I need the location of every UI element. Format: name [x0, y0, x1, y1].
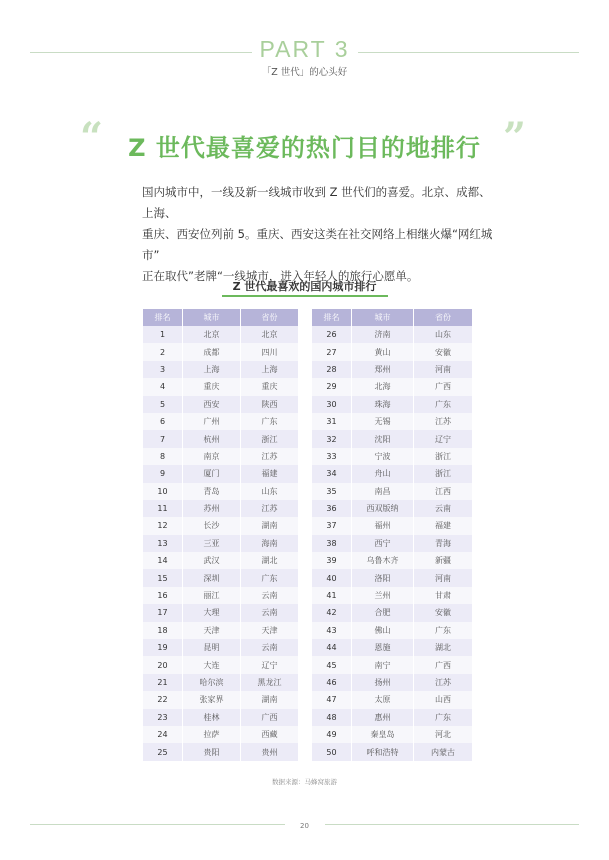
- city-cell: 昆明: [183, 639, 241, 656]
- rank-cell: 45: [312, 656, 352, 673]
- rank-cell: 47: [312, 691, 352, 708]
- province-cell: 湖南: [241, 517, 298, 534]
- city-cell: 秦皇岛: [352, 726, 414, 743]
- table-row: [312, 343, 472, 360]
- province-cell: 辽宁: [414, 430, 472, 447]
- intro-line: 重庆、西安位列前 5。重庆、西安这类在社交网络上相继火爆“网红城市”: [142, 227, 493, 262]
- rank-cell: 24: [143, 726, 183, 743]
- table-row: [312, 691, 472, 708]
- table-row: [312, 517, 472, 534]
- rank-cell: 3: [143, 361, 183, 378]
- table-row: [312, 656, 472, 673]
- rank-cell: 33: [312, 448, 352, 465]
- city-cell: 济南: [352, 326, 414, 343]
- table-row: [312, 326, 472, 343]
- city-cell: 扬州: [352, 674, 414, 691]
- rank-cell: 50: [312, 743, 352, 760]
- province-cell: 广东: [414, 396, 472, 413]
- province-cell: 内蒙古: [414, 743, 472, 760]
- province-cell: 广东: [241, 569, 298, 586]
- province-cell: 甘肃: [414, 587, 472, 604]
- province-cell: 浙江: [241, 430, 298, 447]
- city-cell: 重庆: [183, 378, 241, 395]
- table-row: [312, 569, 472, 586]
- province-cell: 江苏: [414, 413, 472, 430]
- table-row: [143, 709, 298, 726]
- page-number: 20: [300, 822, 309, 830]
- ranking-table-right: [312, 309, 472, 761]
- header-city: 城市: [183, 309, 241, 326]
- province-cell: 山东: [414, 326, 472, 343]
- city-cell: 呼和浩特: [352, 743, 414, 760]
- province-cell: 江苏: [241, 500, 298, 517]
- province-cell: 广西: [414, 656, 472, 673]
- table-row: [312, 430, 472, 447]
- rank-cell: 25: [143, 743, 183, 760]
- city-cell: 成都: [183, 343, 241, 360]
- rank-cell: 32: [312, 430, 352, 447]
- rank-cell: 30: [312, 396, 352, 413]
- city-cell: 郑州: [352, 361, 414, 378]
- rank-cell: 38: [312, 535, 352, 552]
- city-cell: 丽江: [183, 587, 241, 604]
- province-cell: 湖北: [414, 639, 472, 656]
- close-quote-icon: ”: [503, 114, 527, 161]
- city-cell: 宁波: [352, 448, 414, 465]
- city-cell: 兰州: [352, 587, 414, 604]
- province-cell: 云南: [414, 500, 472, 517]
- province-cell: 云南: [241, 587, 298, 604]
- table-title-underline: [222, 295, 388, 297]
- city-cell: 三亚: [183, 535, 241, 552]
- part-label: PART 3: [259, 36, 350, 62]
- table-row: [143, 361, 298, 378]
- table-row: [143, 396, 298, 413]
- table-row: [312, 483, 472, 500]
- city-cell: 苏州: [183, 500, 241, 517]
- province-cell: 山西: [414, 691, 472, 708]
- city-cell: 深圳: [183, 569, 241, 586]
- rank-cell: 9: [143, 465, 183, 482]
- rank-cell: 48: [312, 709, 352, 726]
- province-cell: 河南: [414, 361, 472, 378]
- city-cell: 舟山: [352, 465, 414, 482]
- table-header-row: [143, 309, 298, 326]
- table-row: [143, 569, 298, 586]
- table-row: [143, 674, 298, 691]
- table-row: [143, 483, 298, 500]
- intro-line: 正在取代”老牌“一线城市，进入年轻人的旅行心愿单。: [142, 269, 419, 283]
- city-cell: 杭州: [183, 430, 241, 447]
- rank-cell: 31: [312, 413, 352, 430]
- city-cell: 南昌: [352, 483, 414, 500]
- province-cell: 江苏: [241, 448, 298, 465]
- province-cell: 上海: [241, 361, 298, 378]
- province-cell: 河南: [414, 569, 472, 586]
- province-cell: 福建: [241, 465, 298, 482]
- city-cell: 南宁: [352, 656, 414, 673]
- table-row: [312, 378, 472, 395]
- province-cell: 天津: [241, 622, 298, 639]
- rank-cell: 44: [312, 639, 352, 656]
- province-cell: 湖北: [241, 552, 298, 569]
- city-cell: 青岛: [183, 483, 241, 500]
- table-row: [312, 743, 472, 760]
- rank-cell: 20: [143, 656, 183, 673]
- header-rank: 排名: [143, 309, 183, 326]
- province-cell: 四川: [241, 343, 298, 360]
- table-row: [312, 604, 472, 621]
- rank-cell: 42: [312, 604, 352, 621]
- rank-cell: 19: [143, 639, 183, 656]
- table-row: [143, 535, 298, 552]
- province-cell: 浙江: [414, 465, 472, 482]
- province-cell: 广东: [414, 709, 472, 726]
- city-cell: 南京: [183, 448, 241, 465]
- table-row: [312, 448, 472, 465]
- rank-cell: 40: [312, 569, 352, 586]
- province-cell: 广西: [414, 378, 472, 395]
- table-row: [143, 430, 298, 447]
- province-cell: 江苏: [414, 674, 472, 691]
- province-cell: 福建: [414, 517, 472, 534]
- city-cell: 珠海: [352, 396, 414, 413]
- table-row: [312, 465, 472, 482]
- city-cell: 西宁: [352, 535, 414, 552]
- rank-cell: 14: [143, 552, 183, 569]
- rank-cell: 46: [312, 674, 352, 691]
- rank-cell: 21: [143, 674, 183, 691]
- city-cell: 武汉: [183, 552, 241, 569]
- city-cell: 广州: [183, 413, 241, 430]
- table-row: [143, 326, 298, 343]
- city-cell: 哈尔滨: [183, 674, 241, 691]
- province-cell: 湖南: [241, 691, 298, 708]
- table-row: [312, 639, 472, 656]
- table-row: [143, 343, 298, 360]
- page-title: Z 世代最喜爱的热门目的地排行: [128, 134, 481, 162]
- rank-cell: 36: [312, 500, 352, 517]
- rank-cell: 18: [143, 622, 183, 639]
- rank-cell: 22: [143, 691, 183, 708]
- city-cell: 拉萨: [183, 726, 241, 743]
- table-row: [143, 726, 298, 743]
- header-province: 省份: [241, 309, 298, 326]
- rank-cell: 43: [312, 622, 352, 639]
- city-cell: 大连: [183, 656, 241, 673]
- table-row: [143, 604, 298, 621]
- city-cell: 大理: [183, 604, 241, 621]
- table-row: [312, 622, 472, 639]
- rank-cell: 13: [143, 535, 183, 552]
- table-row: [143, 639, 298, 656]
- province-cell: 广西: [241, 709, 298, 726]
- rank-cell: 8: [143, 448, 183, 465]
- rank-cell: 16: [143, 587, 183, 604]
- table-row: [312, 674, 472, 691]
- rank-cell: 23: [143, 709, 183, 726]
- intro-line: 国内城市中，一线及新一线城市收到 Z 世代们的喜爱。北京、成都、上海、: [142, 185, 491, 220]
- table-row: [312, 726, 472, 743]
- province-cell: 辽宁: [241, 656, 298, 673]
- city-cell: 太原: [352, 691, 414, 708]
- province-cell: 安徽: [414, 343, 472, 360]
- city-cell: 恩施: [352, 639, 414, 656]
- province-cell: 山东: [241, 483, 298, 500]
- province-cell: 云南: [241, 604, 298, 621]
- header-city: 城市: [352, 309, 414, 326]
- table-row: [312, 413, 472, 430]
- table-row: [143, 413, 298, 430]
- rank-cell: 17: [143, 604, 183, 621]
- table-row: [312, 552, 472, 569]
- header-rank: 排名: [312, 309, 352, 326]
- province-cell: 北京: [241, 326, 298, 343]
- city-cell: 惠州: [352, 709, 414, 726]
- city-cell: 西安: [183, 396, 241, 413]
- city-cell: 西双版纳: [352, 500, 414, 517]
- rank-cell: 34: [312, 465, 352, 482]
- province-cell: 海南: [241, 535, 298, 552]
- province-cell: 贵州: [241, 743, 298, 760]
- rank-cell: 10: [143, 483, 183, 500]
- rank-cell: 5: [143, 396, 183, 413]
- rank-cell: 4: [143, 378, 183, 395]
- table-row: [312, 587, 472, 604]
- province-cell: 浙江: [414, 448, 472, 465]
- table-row: [312, 500, 472, 517]
- table-row: [143, 622, 298, 639]
- table-row: [143, 517, 298, 534]
- province-cell: 青海: [414, 535, 472, 552]
- rank-cell: 2: [143, 343, 183, 360]
- city-cell: 厦门: [183, 465, 241, 482]
- rank-cell: 26: [312, 326, 352, 343]
- table-row: [143, 465, 298, 482]
- open-quote-icon: “: [80, 114, 104, 161]
- city-cell: 沈阳: [352, 430, 414, 447]
- table-row: [143, 448, 298, 465]
- rank-cell: 35: [312, 483, 352, 500]
- city-cell: 北海: [352, 378, 414, 395]
- rank-cell: 15: [143, 569, 183, 586]
- part-subtitle: 「Z 世代」的心头好: [261, 67, 348, 78]
- rank-cell: 7: [143, 430, 183, 447]
- table-row: [143, 500, 298, 517]
- province-cell: 西藏: [241, 726, 298, 743]
- city-cell: 福州: [352, 517, 414, 534]
- table-title: Z 世代最喜欢的国内城市排行: [232, 280, 377, 293]
- city-cell: 北京: [183, 326, 241, 343]
- rank-cell: 28: [312, 361, 352, 378]
- table-row: [312, 535, 472, 552]
- city-cell: 合肥: [352, 604, 414, 621]
- province-cell: 陕西: [241, 396, 298, 413]
- table-header-row: [312, 309, 472, 326]
- table-row: [143, 587, 298, 604]
- city-cell: 上海: [183, 361, 241, 378]
- rank-cell: 37: [312, 517, 352, 534]
- rank-cell: 6: [143, 413, 183, 430]
- table-row: [312, 396, 472, 413]
- province-cell: 新疆: [414, 552, 472, 569]
- table-row: [143, 691, 298, 708]
- city-cell: 乌鲁木齐: [352, 552, 414, 569]
- rank-cell: 12: [143, 517, 183, 534]
- province-cell: 江西: [414, 483, 472, 500]
- city-cell: 黄山: [352, 343, 414, 360]
- city-cell: 天津: [183, 622, 241, 639]
- city-cell: 桂林: [183, 709, 241, 726]
- data-source-note: 数据来源：马蜂窝旅游: [272, 778, 337, 786]
- table-row: [312, 361, 472, 378]
- province-cell: 安徽: [414, 604, 472, 621]
- ranking-table-left: [143, 309, 298, 761]
- rank-cell: 39: [312, 552, 352, 569]
- rank-cell: 29: [312, 378, 352, 395]
- city-cell: 无锡: [352, 413, 414, 430]
- header-province: 省份: [414, 309, 472, 326]
- city-cell: 张家界: [183, 691, 241, 708]
- city-cell: 长沙: [183, 517, 241, 534]
- rank-cell: 49: [312, 726, 352, 743]
- table-row: [143, 378, 298, 395]
- city-cell: 贵阳: [183, 743, 241, 760]
- province-cell: 河北: [414, 726, 472, 743]
- table-row: [312, 709, 472, 726]
- table-row: [143, 552, 298, 569]
- city-cell: 洛阳: [352, 569, 414, 586]
- rank-cell: 1: [143, 326, 183, 343]
- rank-cell: 27: [312, 343, 352, 360]
- table-row: [143, 743, 298, 760]
- rank-cell: 41: [312, 587, 352, 604]
- province-cell: 广东: [241, 413, 298, 430]
- rank-cell: 11: [143, 500, 183, 517]
- province-cell: 云南: [241, 639, 298, 656]
- province-cell: 黑龙江: [241, 674, 298, 691]
- city-cell: 佛山: [352, 622, 414, 639]
- province-cell: 重庆: [241, 378, 298, 395]
- province-cell: 广东: [414, 622, 472, 639]
- intro-paragraph: [142, 182, 497, 287]
- table-row: [143, 656, 298, 673]
